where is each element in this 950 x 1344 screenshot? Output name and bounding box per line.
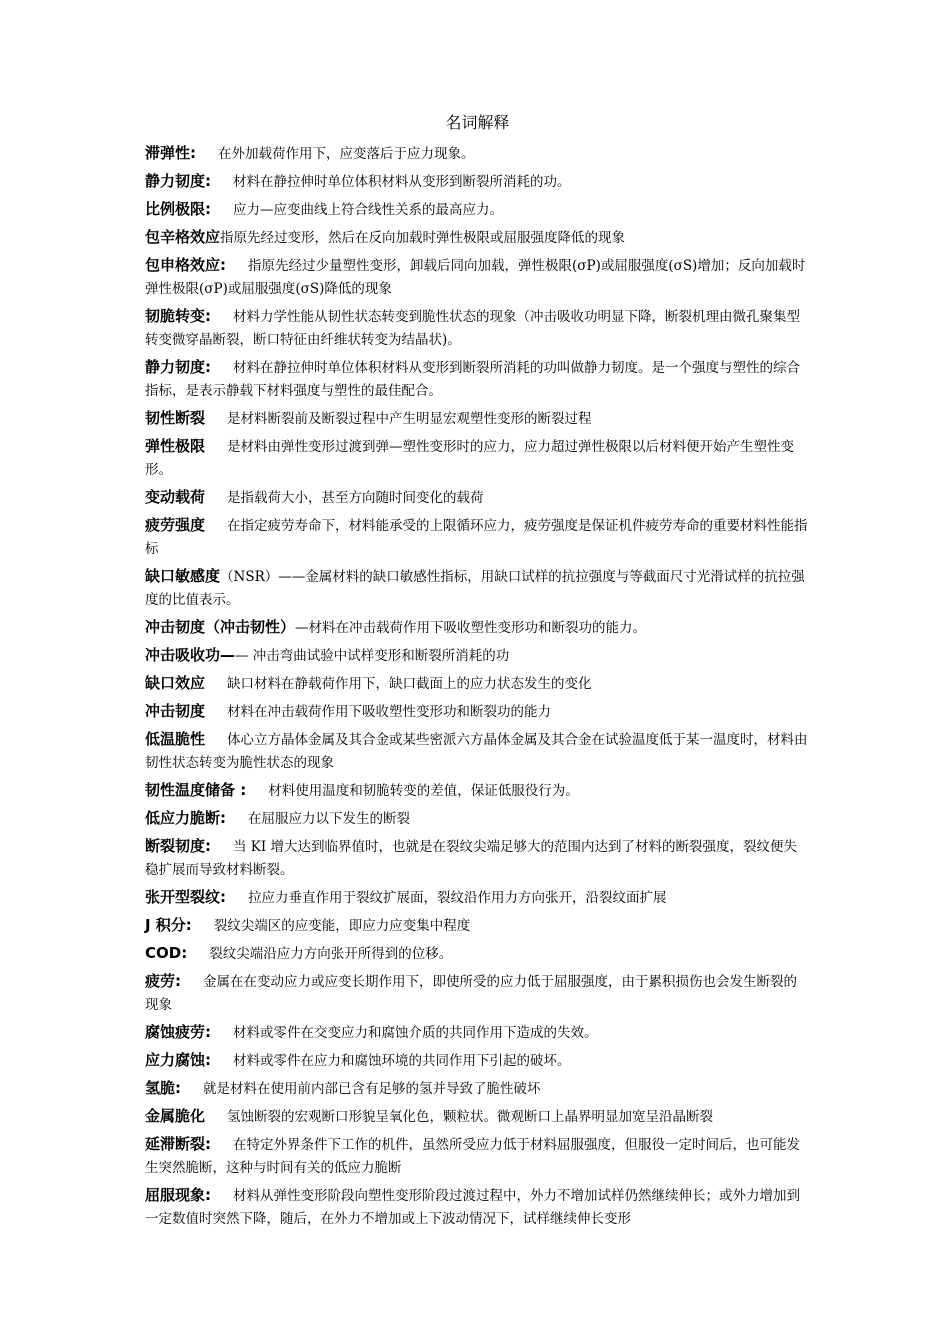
glossary-definition: 裂纹尖端沿应力方向张开所得到的位移。 xyxy=(209,946,453,962)
glossary-entry xyxy=(145,807,810,831)
glossary-entry xyxy=(145,435,810,482)
glossary-definition: 指原先经过变形，然后在反向加载时弹性极限或屈服强度降低的现象 xyxy=(220,230,626,246)
glossary-term: 低应力脆断: xyxy=(145,809,226,827)
glossary-term: 韧性断裂 xyxy=(145,409,206,427)
glossary-entry xyxy=(145,565,810,612)
glossary-term: J 积分: xyxy=(145,916,192,934)
glossary-entry xyxy=(145,616,810,640)
glossary-definition: 材料或零件在应力和腐蚀环境的共同作用下引起的破坏。 xyxy=(233,1053,571,1069)
glossary-entry xyxy=(145,1077,810,1101)
glossary-definition: — 冲击弯曲试验中试样变形和断裂所消耗的功 xyxy=(235,648,510,664)
glossary-definition: 在外加载荷作用下，应变落后于应力现象。 xyxy=(218,146,475,162)
glossary-definition: （NSR）——金属材料的缺口敏感性指标，用缺口试样的抗拉强度与等截面尺寸光滑试样的抗拉强度的比值表示。 xyxy=(145,569,805,608)
glossary-term: 金属脆化 xyxy=(145,1107,206,1125)
page-title: 名词解释 xyxy=(445,113,510,132)
glossary-term: 滞弹性: xyxy=(145,144,196,162)
glossary-entry xyxy=(145,254,810,301)
glossary-term: 冲击吸收功— xyxy=(145,646,236,664)
glossary-entry xyxy=(145,486,810,510)
glossary-entry xyxy=(145,407,810,431)
glossary-entry xyxy=(145,914,810,938)
glossary-term: 屈服现象: xyxy=(145,1186,211,1204)
glossary-definition: 应力—应变曲线上符合线性关系的最高应力。 xyxy=(233,202,503,218)
glossary-definition: 在指定疲劳寿命下，材料能承受的上限循环应力，疲劳强度是保证机件疲劳寿命的重要材料性能指标 xyxy=(145,518,808,557)
glossary-definition: 是材料断裂前及断裂过程中产生明显宏观塑性变形的断裂过程 xyxy=(227,411,592,427)
glossary-entry xyxy=(145,700,810,724)
glossary-term: 疲劳: xyxy=(145,972,181,990)
glossary-definition: 指原先经过少量塑性变形，卸载后同向加载，弹性极限(σP)或屈服强度(σS)增加；反向加载时弹性极限(σP)或屈服强度(σS)降低的现象 xyxy=(145,258,806,297)
glossary-entry xyxy=(145,170,810,194)
glossary-entry xyxy=(145,1021,810,1045)
glossary-definition: 材料从弹性变形阶段向塑性变形阶段过渡过程中，外力不增加试样仍然继续伸长；或外力增加到一定数值时突然下降，随后，在外力不增加或上下波动情况下，试样继续伸长变形 xyxy=(145,1188,800,1227)
glossary-definition: 就是材料在使用前内部已含有足够的氢并导致了脆性破坏 xyxy=(203,1081,541,1097)
glossary-entry xyxy=(145,835,810,882)
glossary-definition: 裂纹尖端区的应变能，即应力应变集中程度 xyxy=(213,918,471,934)
glossary-definition: 是材料由弹性变形过渡到弹—塑性变形时的应力，应力超过弹性极限以后材料便开始产生塑性变形。 xyxy=(145,439,795,478)
glossary-entry xyxy=(145,970,810,1017)
glossary-entry xyxy=(145,305,810,352)
glossary-term: 包辛格效应 xyxy=(145,228,221,246)
glossary-list xyxy=(145,142,810,1231)
glossary-entry xyxy=(145,886,810,910)
glossary-definition: 材料在静拉伸时单位体积材料从变形到断裂所消耗的功叫做静力韧度。是一个强度与塑性的综合指标，是表示静载下材料强度与塑性的最佳配合。 xyxy=(145,360,800,399)
glossary-term: 比例极限: xyxy=(145,200,211,218)
glossary-entry xyxy=(145,728,810,775)
glossary-entry xyxy=(145,514,810,561)
glossary-entry xyxy=(145,1105,810,1129)
glossary-definition: 材料在静拉伸时单位体积材料从变形到断裂所消耗的功。 xyxy=(233,174,571,190)
glossary-definition: 缺口材料在静载荷作用下，缺口截面上的应力状态发生的变化 xyxy=(227,676,592,692)
glossary-entry xyxy=(145,942,810,966)
glossary-definition: 是指载荷大小，甚至方向随时间变化的载荷 xyxy=(227,490,484,506)
glossary-entry xyxy=(145,142,810,166)
glossary-term: 变动载荷 xyxy=(145,488,206,506)
glossary-entry xyxy=(145,644,810,668)
glossary-definition: 体心立方晶体金属及其合金或某些密派六方晶体金属及其合金在试验温度低于某一温度时，材料由韧性状态转变为脆性状态的现象 xyxy=(145,732,808,771)
glossary-definition: 材料或零件在交变应力和腐蚀介质的共同作用下造成的失效。 xyxy=(233,1025,598,1041)
glossary-term: COD: xyxy=(145,944,188,962)
glossary-definition: 金属在在变动应力或应变长期作用下，即使所受的应力低于屈服强度，由于累积损伤也会发生断裂的现象 xyxy=(145,974,797,1013)
glossary-term: 冲击韧度 xyxy=(145,702,206,720)
glossary-term: 张开型裂纹: xyxy=(145,888,226,906)
document-page xyxy=(145,112,810,1235)
glossary-definition: 材料在冲击载荷作用下吸收塑性变形功和断裂功的能力 xyxy=(227,704,552,720)
glossary-definition: 在特定外界条件下工作的机件，虽然所受应力低于材料屈服强度，但服役一定时间后，也可能发生突然脆断，这种与时间有关的低应力脆断 xyxy=(145,1137,800,1176)
glossary-term: 氢脆: xyxy=(145,1079,181,1097)
glossary-entry xyxy=(145,198,810,222)
glossary-definition: —材料在冲击载荷作用下吸收塑性变形功和断裂功的能力。 xyxy=(295,620,647,636)
glossary-entry xyxy=(145,672,810,696)
glossary-definition: 在屈服应力以下发生的断裂 xyxy=(248,811,410,827)
glossary-definition: 拉应力垂直作用于裂纹扩展面，裂纹沿作用力方向张开，沿裂纹面扩展 xyxy=(248,890,667,906)
glossary-entry xyxy=(145,779,810,803)
glossary-entry xyxy=(145,226,810,250)
glossary-term: 缺口敏感度 xyxy=(145,567,221,585)
glossary-entry xyxy=(145,356,810,403)
glossary-term: 静力韧度: xyxy=(145,172,211,190)
glossary-term: 疲劳强度 xyxy=(145,516,206,534)
glossary-term: 冲击韧度（冲击韧性） xyxy=(145,618,296,636)
glossary-term: 韧性温度储备 : xyxy=(145,781,247,799)
glossary-term: 腐蚀疲劳: xyxy=(145,1023,211,1041)
glossary-entry xyxy=(145,1133,810,1180)
glossary-definition: 氢蚀断裂的宏观断口形貌呈氧化色，颗粒状。微观断口上晶界明显加宽呈沿晶断裂 xyxy=(227,1109,714,1125)
glossary-definition: 材料力学性能从韧性状态转变到脆性状态的现象（冲击吸收功明显下降，断裂机理由微孔聚集型转变微穿晶断裂，断口特征由纤维状转变为结晶状)。 xyxy=(145,309,800,348)
glossary-term: 缺口效应 xyxy=(145,674,206,692)
glossary-term: 延滞断裂: xyxy=(145,1135,211,1153)
glossary-term: 韧脆转变: xyxy=(145,307,211,325)
glossary-term: 低温脆性 xyxy=(145,730,206,748)
glossary-term: 应力腐蚀: xyxy=(145,1051,211,1069)
glossary-entry xyxy=(145,1049,810,1073)
glossary-definition: 材料使用温度和韧脆转变的差值，保证低服役行为。 xyxy=(268,783,579,799)
glossary-term: 断裂韧度: xyxy=(145,837,211,855)
glossary-definition: 当 KI 增大达到临界值时，也就是在裂纹尖端足够大的范围内达到了材料的断裂强度，裂纹便失稳扩展而导致材料断裂。 xyxy=(145,839,797,878)
glossary-term: 包申格效应: xyxy=(145,256,226,274)
glossary-term: 静力韧度: xyxy=(145,358,211,376)
glossary-term: 弹性极限 xyxy=(145,437,206,455)
glossary-entry xyxy=(145,1184,810,1231)
